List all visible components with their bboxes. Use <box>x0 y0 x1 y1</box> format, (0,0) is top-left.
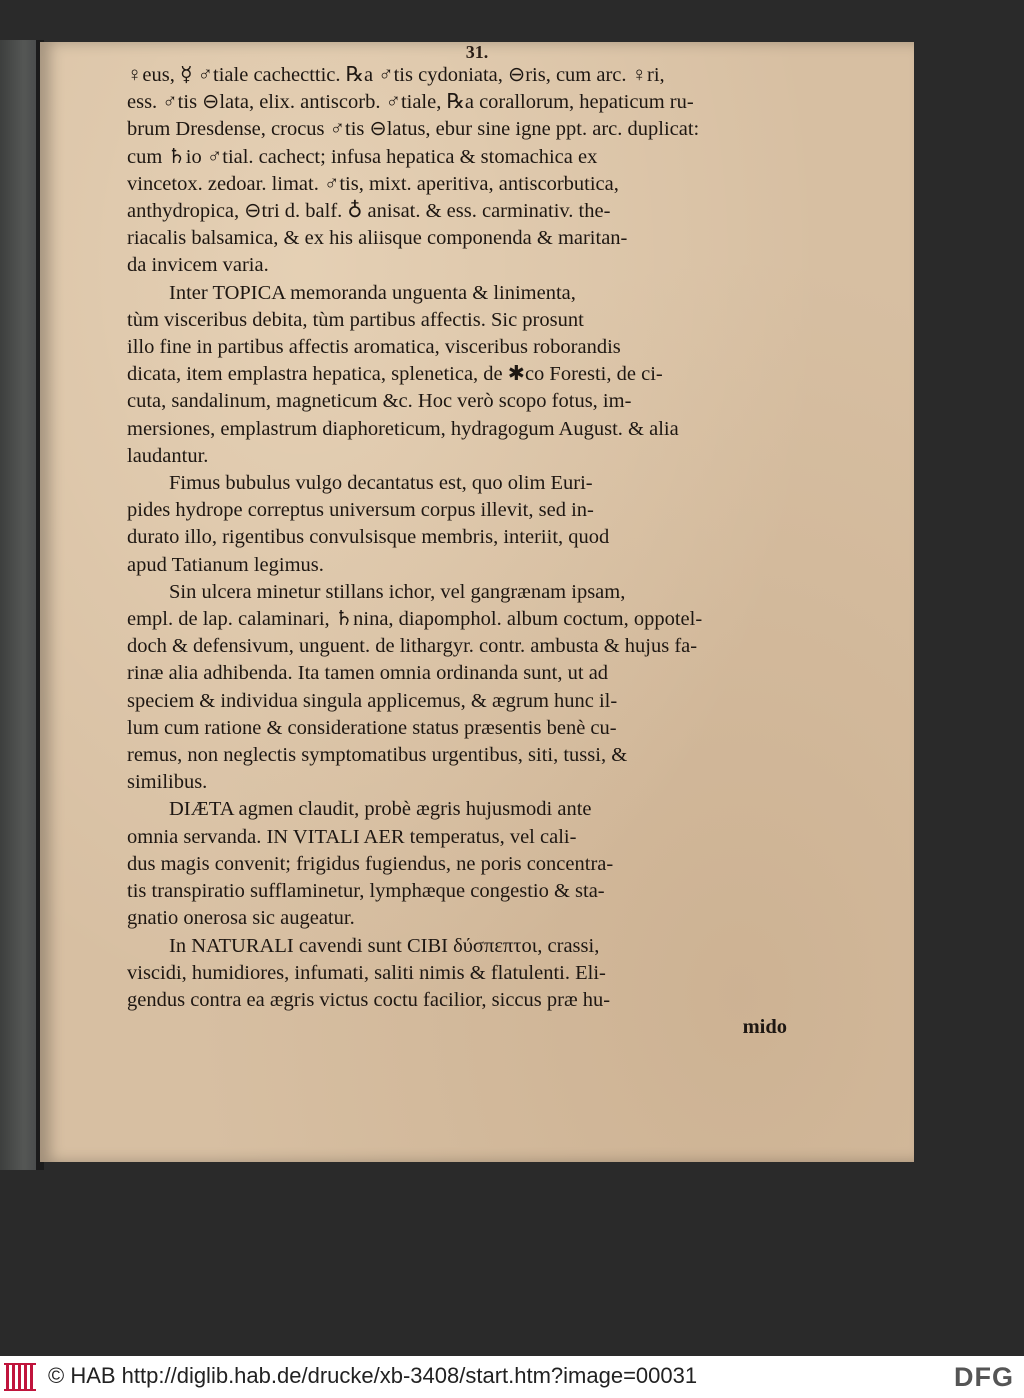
text-line: mersiones, emplastrum diaphoreticum, hydragogum August. & alia <box>127 417 679 440</box>
text-line: ess. ♂tis ⊖lata, elix. antiscorb. ♂tiale, ℞a corallorum, hepaticum ru- <box>127 91 694 114</box>
text-line: speciem & individua singula applicemus, & ægrum hunc il- <box>127 689 618 712</box>
text-line: lum cum ratione & consideratione status præsentis benè cu- <box>127 716 617 739</box>
text-line: ♀eus, ☿ ♂tiale cachecttic. ℞a ♂tis cydoniata, ⊖ris, cum arc. ♀ri, <box>127 64 665 86</box>
text-line: dicata, item emplastra hepatica, splenetica, de ✱co Foresti, de ci- <box>127 363 663 386</box>
text-line: pides hydrope correptus universum corpus illevit, sed in- <box>127 499 594 522</box>
previous-page-edge <box>0 40 40 1170</box>
text-line: anthydropica, ⊖tri d. balf. ♁ anisat. & ess. carminativ. the- <box>127 200 611 223</box>
text-line: tis transpiratio sufflaminetur, lymphæque congestio & sta- <box>127 880 605 903</box>
text-line: rinæ alia adhibenda. Ita tamen omnia ordinanda sunt, ut ad <box>127 662 609 685</box>
text-line: laudantur. <box>127 444 209 467</box>
text-line: Fimus bubulus vulgo decantatus est, quo olim Euri- <box>169 472 593 495</box>
catchword: mido <box>742 1016 787 1039</box>
dfg-logo: DFG <box>954 1362 1014 1392</box>
book-page <box>40 42 914 1162</box>
text-line: vincetox. zedoar. limat. ♂tis, mixt. aperitiva, antiscorbutica, <box>127 172 619 195</box>
text-line: cum ♄io ♂tial. cachect; infusa hepatica & stomachica ex <box>127 145 598 168</box>
text-line: similibus. <box>127 771 208 794</box>
page-number: 31. <box>465 42 489 62</box>
text-line: da invicem varia. <box>127 254 269 277</box>
text-line: Inter TOPICA memoranda unguenta & linimenta, <box>169 281 576 304</box>
page-text <box>127 62 787 1041</box>
library-logo-icon <box>4 1362 40 1392</box>
text-line: brum Dresdense, crocus ♂tis ⊖latus, ebur sine igne ppt. arc. duplicat: <box>127 118 700 141</box>
text-line: Sin ulcera minetur stillans ichor, vel gangrænam ipsam, <box>169 580 626 603</box>
footer-bar <box>0 1356 1024 1398</box>
text-line: cuta, sandalinum, magneticum &c. Hoc verò scopo fotus, im- <box>127 390 632 413</box>
text-line: viscidi, humidiores, infumati, saliti nimis & flatulenti. Eli- <box>127 961 606 984</box>
text-line: riacalis balsamica, & ex his aliisque componenda & maritan- <box>127 227 628 250</box>
copyright-url[interactable]: © HAB http://diglib.hab.de/drucke/xb-3408/start.htm?image=00031 <box>48 1363 698 1388</box>
text-line: doch & defensivum, unguent. de lithargyr. contr. ambusta & hujus fa- <box>127 635 698 658</box>
text-line: gendus contra ea ægris victus coctu facilior, siccus præ hu- <box>127 988 611 1011</box>
text-line: illo fine in partibus affectis aromatica, visceribus roborandis <box>127 336 621 359</box>
text-line: In NATURALI cavendi sunt CIBI δύσπεπτοι, crassi, <box>169 934 600 957</box>
text-line: remus, non neglectis symptomatibus urgentibus, siti, tussi, & <box>127 744 628 767</box>
text-line: omnia servanda. IN VITALI AER temperatus, vel cali- <box>127 825 577 848</box>
text-line: empl. de lap. calaminari, ♄nina, diapomphol. album coctum, oppotel- <box>127 608 703 631</box>
text-line: tùm visceribus debita, tùm partibus affectis. Sic prosunt <box>127 308 584 331</box>
text-line: DIÆTA agmen claudit, probè ægris hujusmodi ante <box>169 798 592 821</box>
text-line: gnatio onerosa sic augeatur. <box>127 907 355 930</box>
text-line: durato illo, rigentibus convulsisque membris, interiit, quod <box>127 526 610 549</box>
text-line: dus magis convenit; frigidus fugiendus, ne poris concentra- <box>127 852 614 875</box>
text-line: apud Tatianum legimus. <box>127 553 324 576</box>
